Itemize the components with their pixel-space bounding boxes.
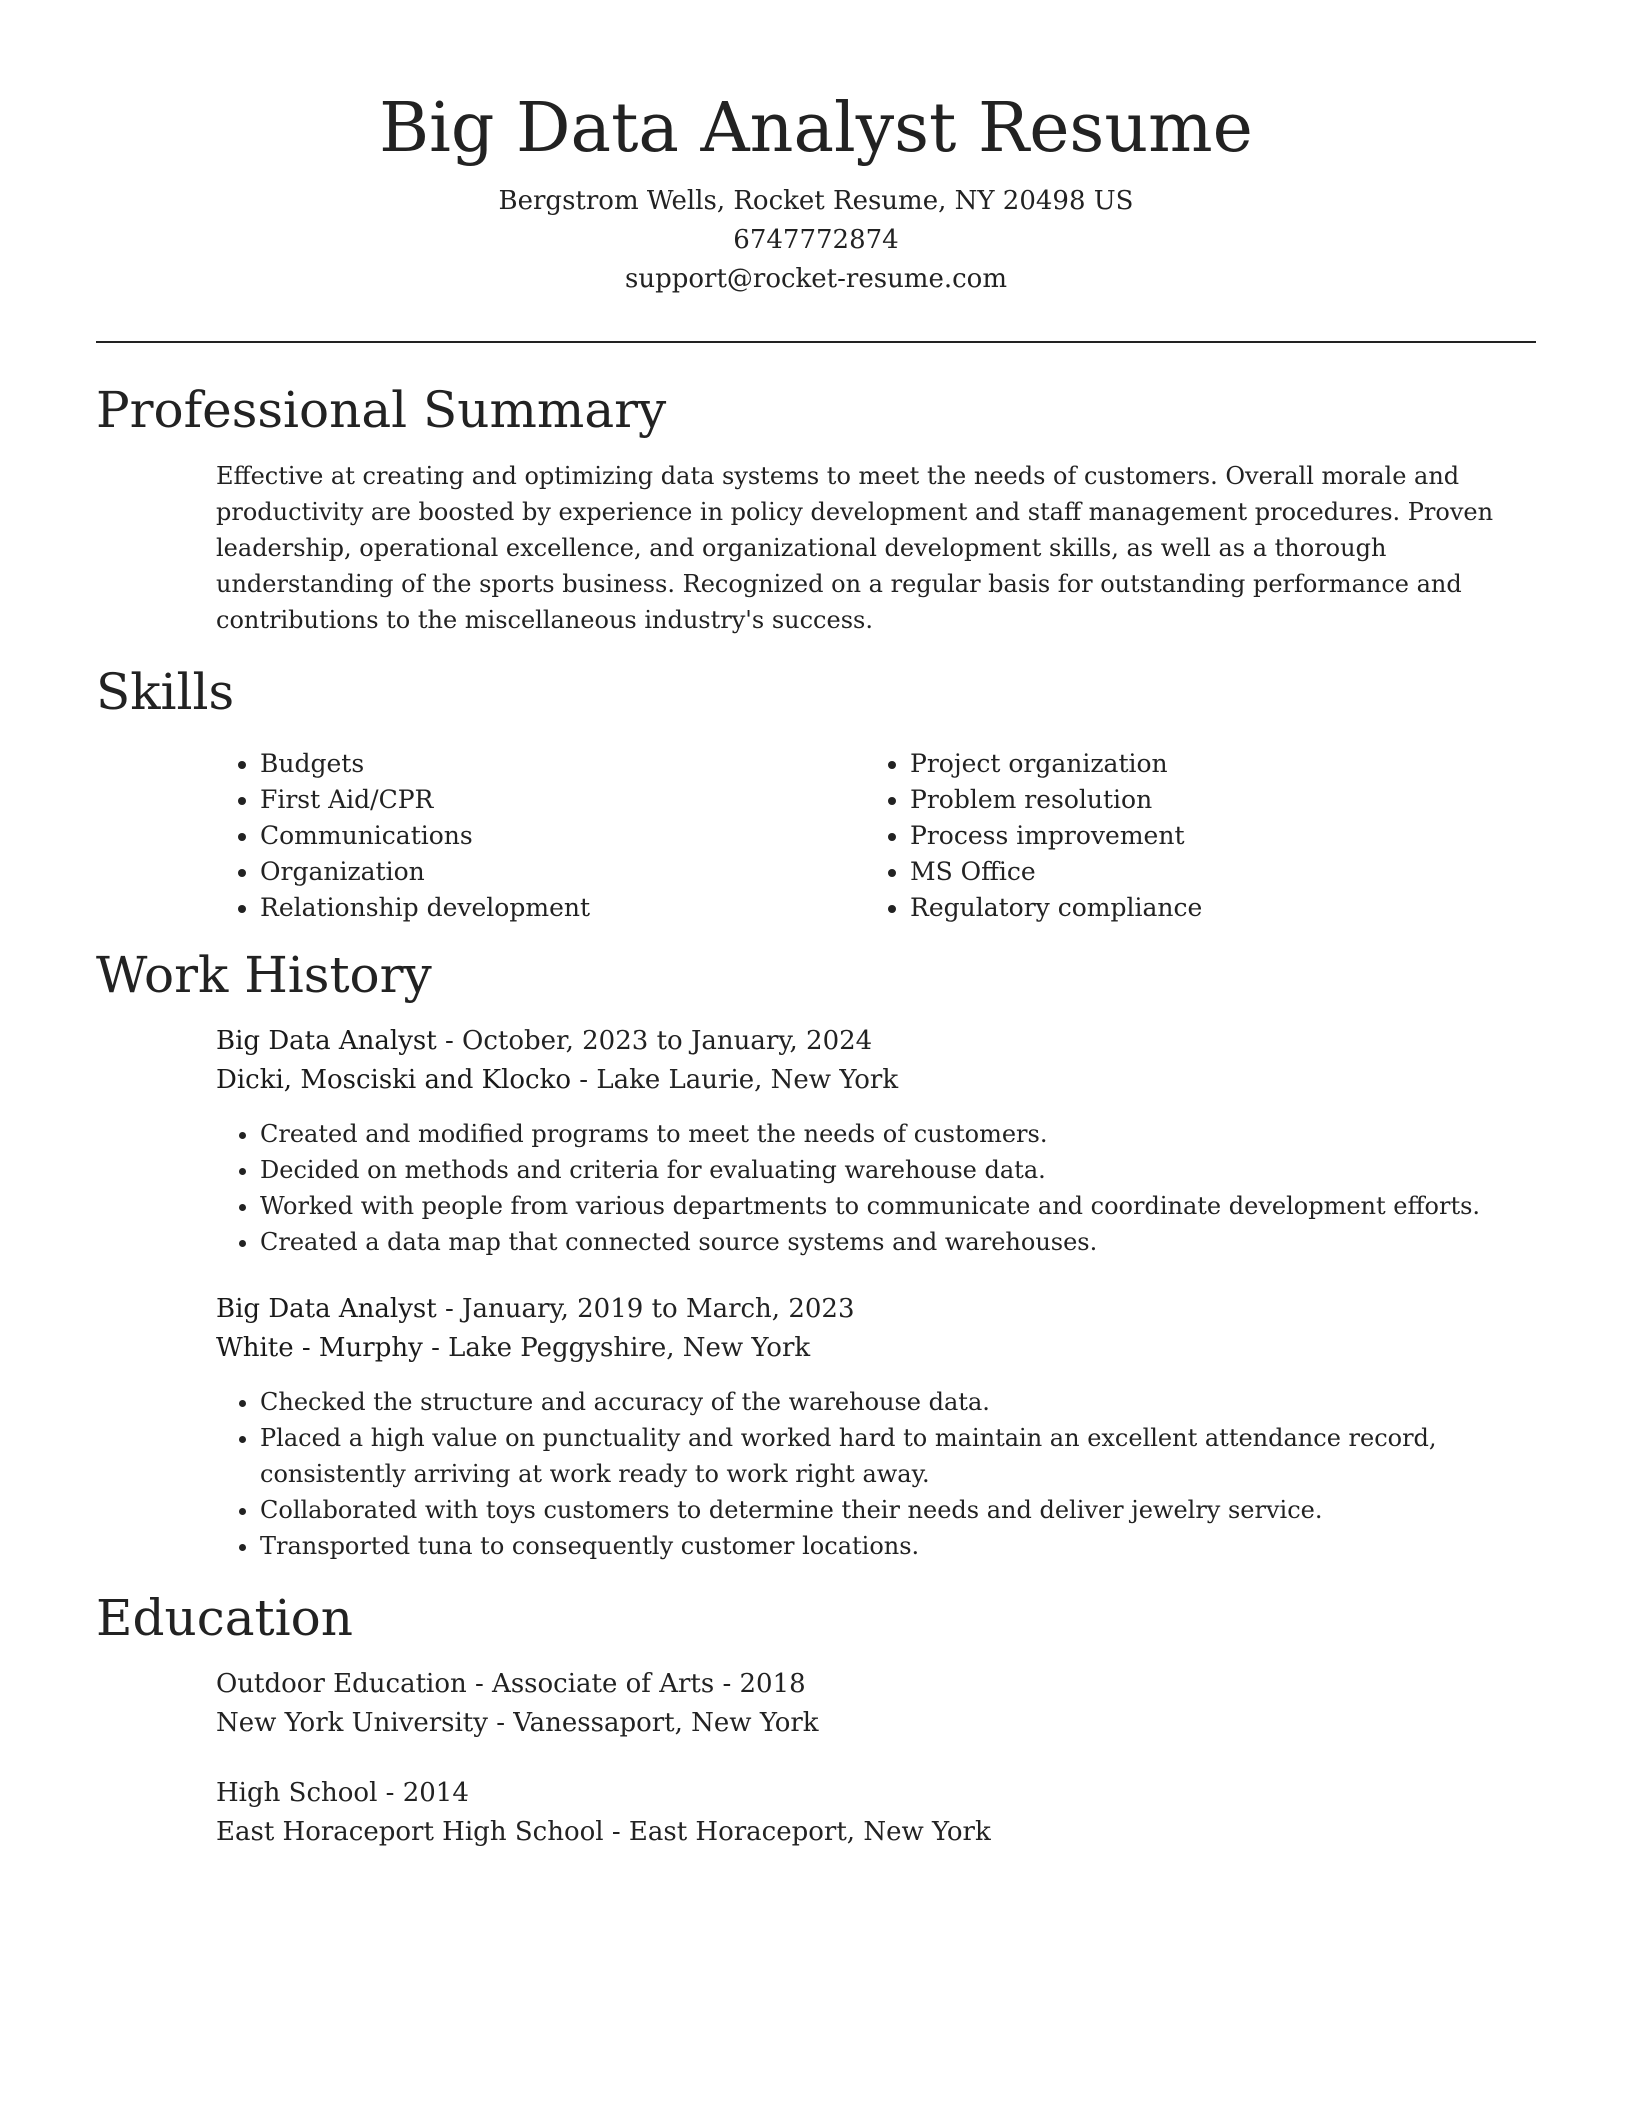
education-school: East Horaceport High School bbox=[216, 1817, 604, 1847]
job-company-line bbox=[216, 1329, 1536, 1368]
education-school-line bbox=[216, 1813, 1536, 1852]
job-bullets bbox=[216, 1384, 1536, 1564]
job-title: Big Data Analyst bbox=[216, 1294, 437, 1324]
job-company: White - Murphy bbox=[216, 1333, 423, 1363]
job-bullet: • Collaborated with toys customers to determine their needs and deliver jewelry service. bbox=[260, 1492, 1536, 1528]
job-title: Big Data Analyst bbox=[216, 1026, 437, 1056]
skills-heading: Skills bbox=[96, 663, 235, 721]
contact-info bbox=[96, 182, 1536, 299]
job-bullet: • Transported tuna to consequently customer locations. bbox=[260, 1528, 1536, 1564]
job-bullet: • Created and modified programs to meet the needs of customers. bbox=[260, 1116, 1536, 1152]
skill-item: • Project organization bbox=[910, 746, 1516, 782]
job-title-line bbox=[216, 1022, 1536, 1061]
header-divider bbox=[96, 341, 1536, 343]
job-title-line bbox=[216, 1290, 1536, 1329]
resume-header bbox=[96, 84, 1536, 299]
education-entry bbox=[216, 1665, 1536, 1743]
job-bullet: • Created a data map that connected source systems and warehouses. bbox=[260, 1224, 1536, 1260]
skills-list bbox=[216, 746, 1536, 926]
resume-title: Big Data Analyst Resume bbox=[379, 89, 1253, 168]
job-bullet: • Checked the structure and accuracy of the warehouse data. bbox=[260, 1384, 1536, 1420]
job-entry bbox=[216, 1022, 1536, 1260]
education-year: - 2014 bbox=[377, 1778, 469, 1808]
skills-column-right bbox=[866, 746, 1516, 926]
job-company: Dicki, Mosciski and Klocko bbox=[216, 1065, 572, 1095]
work-history-heading: Work History bbox=[96, 946, 432, 1004]
education-degree-line bbox=[216, 1774, 1536, 1813]
skills-column-left bbox=[216, 746, 866, 926]
skill-item: • Organization bbox=[260, 854, 866, 890]
contact-address: Bergstrom Wells, Rocket Resume, NY 20498 US bbox=[498, 186, 1134, 216]
summary-section bbox=[216, 458, 1536, 638]
job-location: - Lake Peggyshire, New York bbox=[422, 1333, 811, 1363]
skill-item: • Relationship development bbox=[260, 890, 866, 926]
job-entry bbox=[216, 1290, 1536, 1564]
education-location: - East Horaceport, New York bbox=[603, 1817, 991, 1847]
education-school-line bbox=[216, 1704, 1536, 1743]
education-degree: High School bbox=[216, 1778, 378, 1808]
contact-email: support@rocket-resume.com bbox=[624, 264, 1007, 294]
skill-item: • Problem resolution bbox=[910, 782, 1516, 818]
skill-item: • Communications bbox=[260, 818, 866, 854]
education-degree-line bbox=[216, 1665, 1536, 1704]
education-heading: Education bbox=[96, 1589, 353, 1647]
education-entry bbox=[216, 1774, 1536, 1852]
skill-item: • Budgets bbox=[260, 746, 866, 782]
education-location: - Vanessaport, New York bbox=[487, 1708, 819, 1738]
education-year: - 2018 bbox=[714, 1669, 806, 1699]
skill-item: • Process improvement bbox=[910, 818, 1516, 854]
skill-item: • Regulatory compliance bbox=[910, 890, 1516, 926]
education-school: New York University bbox=[216, 1708, 488, 1738]
job-bullets bbox=[216, 1116, 1536, 1260]
skill-item: • MS Office bbox=[910, 854, 1516, 890]
education-degree: Outdoor Education - Associate of Arts bbox=[216, 1669, 715, 1699]
job-company-line bbox=[216, 1061, 1536, 1100]
skill-item: • First Aid/CPR bbox=[260, 782, 866, 818]
contact-phone: 6747772874 bbox=[733, 225, 899, 255]
job-location: - Lake Laurie, New York bbox=[571, 1065, 899, 1095]
job-bullet: • Placed a high value on punctuality and worked hard to maintain an excellent attendance record, consistently arriving at work ready to work right away. bbox=[260, 1420, 1536, 1492]
summary-heading: Professional Summary bbox=[96, 381, 667, 439]
job-dates: - October, 2023 to January, 2024 bbox=[436, 1026, 873, 1056]
summary-text: Effective at creating and optimizing data systems to meet the needs of customers. Overall morale and productivity are boosted by experience in policy development and staff management procedures. Proven leadership, operational excellence, and organizational development skills, as well as a thorough understanding of the sports business. Recognized on a regular basis for outstanding performance and contributions to the miscellaneous industry's success. bbox=[216, 462, 1494, 634]
job-bullet: • Worked with people from various departments to communicate and coordinate development efforts. bbox=[260, 1188, 1536, 1224]
job-dates: - January, 2019 to March, 2023 bbox=[436, 1294, 855, 1324]
job-bullet: • Decided on methods and criteria for evaluating warehouse data. bbox=[260, 1152, 1536, 1188]
